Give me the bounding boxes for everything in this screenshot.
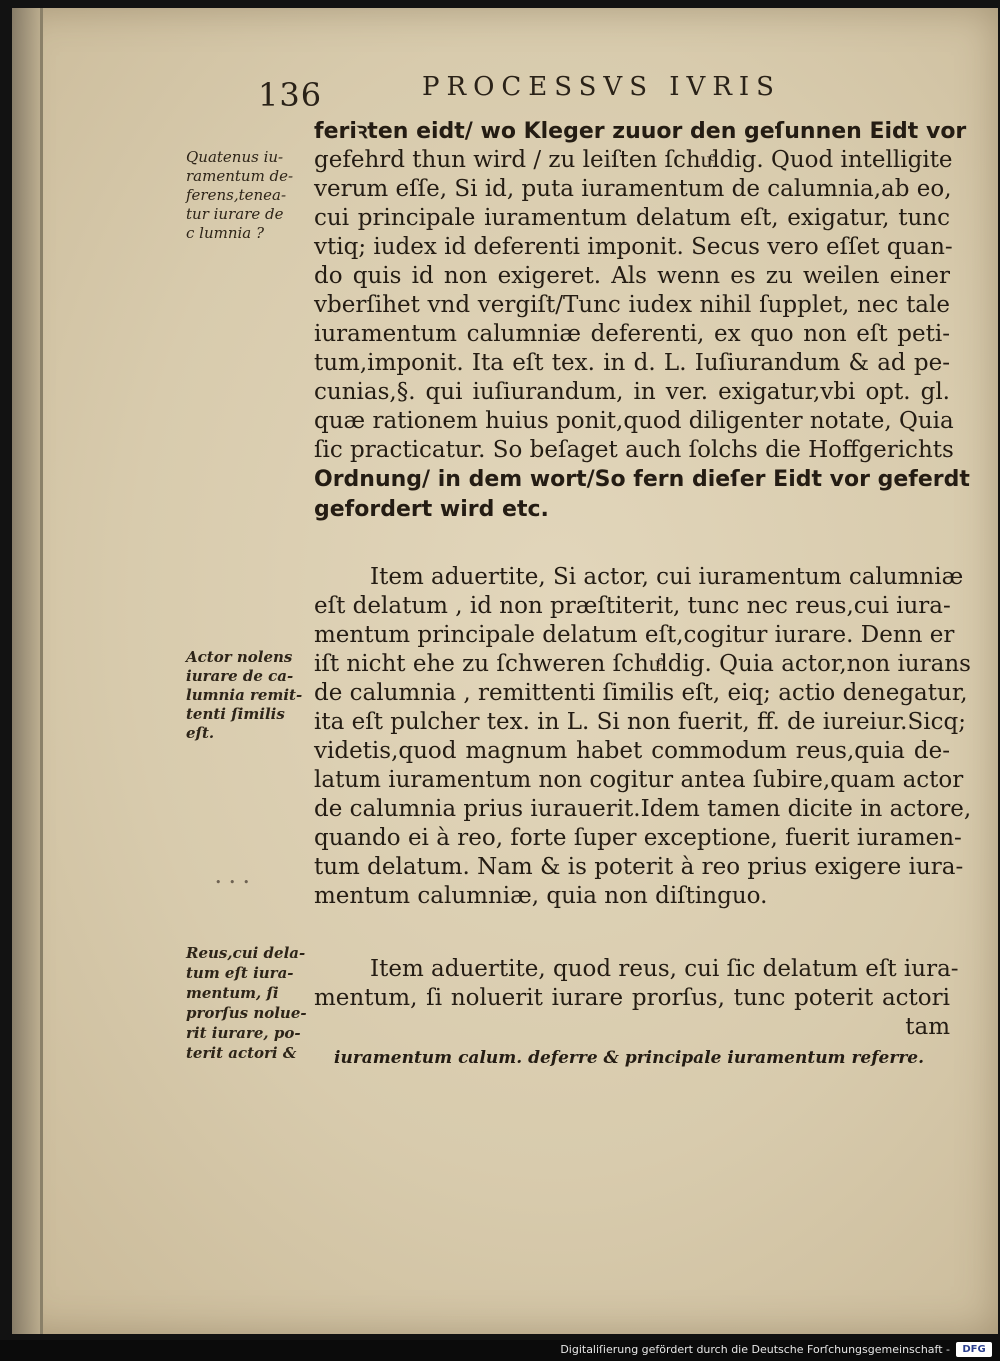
marginal-note-line: ramentum de- (186, 167, 294, 185)
marginal-note-line: eſt. (186, 724, 215, 742)
body-line: iſt nicht ehe zu ſchweren ſchuͤldig. Quia actor,non iurans (314, 651, 971, 677)
body-line: mentum principale delatum eſt,cogitur iurare. Denn er (314, 622, 955, 648)
body-line: Ordnung/ in dem wort/So fern dieſer Eidt vor geferdt (314, 467, 970, 492)
body-line: feriꝛten eidt/ wo Kleger zuuor den geſunnen Eidt vor (314, 119, 967, 144)
body-line: cunias,§. qui iuſiurandum, in ver. exigatur,vbi opt. gl. (314, 379, 950, 405)
body-line: tum delatum. Nam & is poterit à reo prius exigere iura- (314, 854, 964, 880)
body-line: quando ei à reo, forte ſuper exceptione, fuerit iuramen- (314, 825, 962, 851)
body-line: vberſihet vnd vergiſt/Tunc iudex nihil ſupplet, nec tale (314, 292, 950, 318)
digitization-credit: Digitaliſierung gefördert durch die Deutsche Forſchungsgemeinschaft - (560, 1343, 950, 1356)
body-line: videtis,quod magnum habet commodum reus,quia de- (314, 738, 950, 764)
ink-smudge: • • • (215, 876, 252, 889)
body-line: do quis id non exigeret. Als wenn es zu weilen einer (314, 263, 950, 289)
body-line: quæ rationem huius ponit,quod diligenter notate, Quia (314, 408, 954, 434)
marginal-note-line: rit iurare, po- (186, 1024, 301, 1042)
body-line: cui principale iuramentum delatum eſt, exigatur, tunc (314, 205, 950, 231)
gutter-line (40, 8, 43, 1334)
marginal-note-line: tur iurare de (186, 205, 284, 223)
body-line: de calumnia , remittenti ſimilis eſt, eiq; actio denegatur, (314, 680, 968, 706)
body-line: latum iuramentum non cogitur antea ſubire,quam actor (314, 767, 964, 793)
marginal-note-line: lumnia remit- (186, 686, 303, 704)
running-head: PROCESSVS IVRIS (422, 72, 781, 102)
marginal-note-line: ferens,tenea- (186, 186, 287, 204)
body-line: tum,imponit. Ita eſt tex. in d. L. Iuſiurandum & ad pe- (314, 350, 950, 376)
body-line: gefehrd thun wird / zu leiſten ſchuͤldig. Quod intelligite (314, 147, 953, 173)
body-line: Item aduertite, Si actor, cui iuramentum calumniæ (370, 564, 964, 590)
body-line: iuramentum calumniæ deferenti, ex quo non eſt peti- (314, 321, 950, 347)
body-line: ſic practicatur. So beſaget auch ſolchs die Hoffgerichts (314, 437, 954, 463)
body-line: mentum calumniæ, quia non diſtinguo. (314, 883, 768, 909)
marginal-note-line: iurare de ca- (186, 667, 294, 685)
page-number: 136 (258, 76, 323, 114)
marginal-note-line: tenti ſimilis (186, 705, 285, 723)
body-line: eſt delatum , id non præſtiterit, tunc nec reus,cui iura- (314, 593, 951, 619)
marginal-note-line: Reus,cui dela- (186, 944, 306, 962)
catchword: tam (905, 1014, 950, 1040)
body-line: gefordert wird etc. (314, 497, 549, 522)
body-line: vtiq; iudex id deferenti imponit. Secus vero eſſet quan- (314, 234, 953, 260)
body-line: ita eſt pulcher tex. in L. Si non fuerit, ff. de iureiur.Sicq; (314, 709, 966, 735)
marginal-note-line: c lumnia ? (186, 224, 265, 242)
marginal-note-line: mentum, ſi (186, 984, 279, 1002)
page-binding-edge (12, 8, 40, 1334)
body-line: de calumnia prius iurauerit.Idem tamen dicite in actore, (314, 796, 972, 822)
marginal-note-line: tum eſt iura- (186, 964, 294, 982)
dfg-logo-icon: DFG (956, 1342, 992, 1357)
body-line: verum eſſe, Si id, puta iuramentum de calumnia,ab eo, (314, 176, 952, 202)
body-line: mentum, ſi noluerit iurare prorſus, tunc poterit actori (314, 985, 950, 1011)
marginal-note-line: terit actori & (186, 1044, 297, 1062)
body-line-final: iuramentum calum. deferre & principale iuramentum referre. (334, 1048, 925, 1068)
body-line: Item aduertite, quod reus, cui ſic delatum eſt iura- (370, 956, 959, 982)
marginal-note-line: Quatenus iu- (186, 148, 284, 166)
marginal-note-line: Actor nolens (186, 648, 293, 666)
marginal-note-line: prorſus nolue- (186, 1004, 307, 1022)
